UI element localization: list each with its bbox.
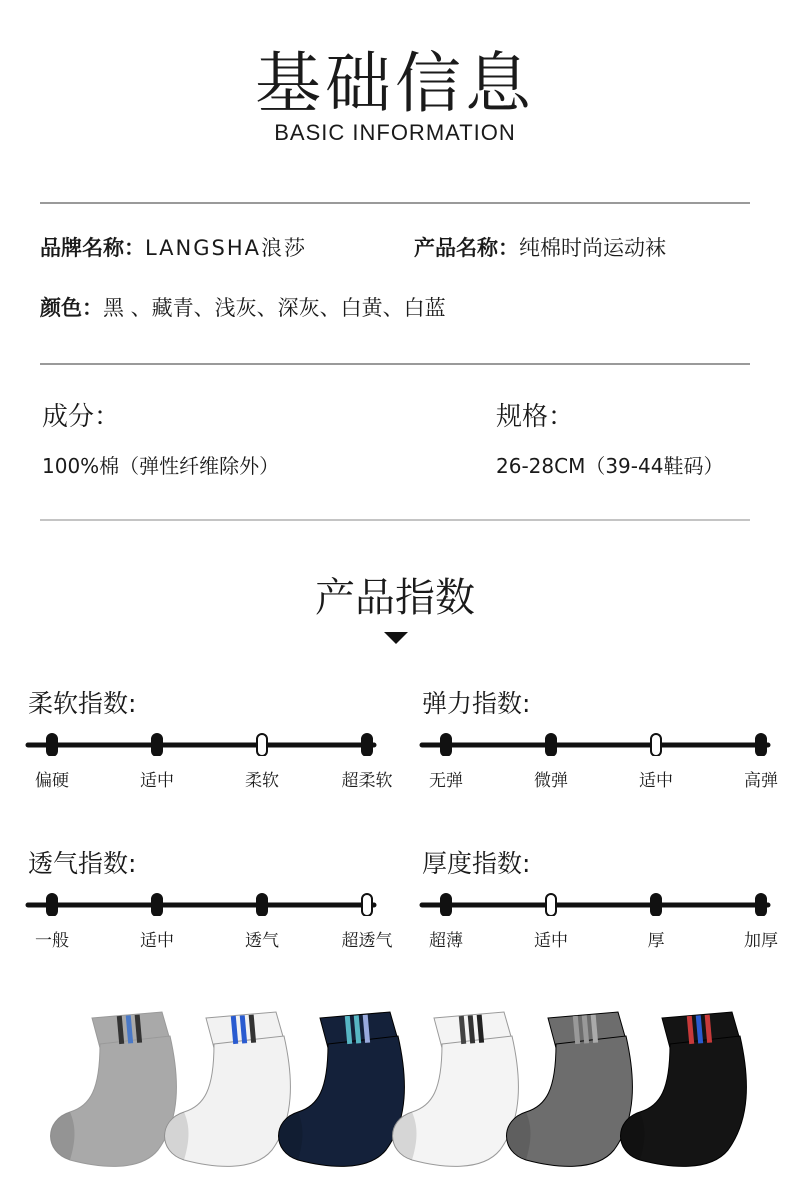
- scale-marker: [47, 894, 57, 916]
- color-value: 黑 、藏青、浅灰、深灰、白黄、白蓝: [103, 296, 446, 320]
- scale-marker-selected: [257, 734, 267, 756]
- scale-track-svg: [418, 730, 778, 756]
- divider-bottom: [40, 519, 750, 521]
- sock-5: [507, 1012, 633, 1166]
- scale-label: 微弹: [534, 771, 568, 791]
- scale-elasticity: [418, 730, 778, 790]
- scale-label: 适中: [140, 931, 174, 951]
- scale-label: 适中: [639, 771, 673, 791]
- scale-marker-selected: [651, 734, 661, 756]
- scale-marker: [441, 894, 451, 916]
- sock-3: [279, 1012, 405, 1166]
- scale-track-svg: [24, 730, 384, 756]
- brand-value: LANGSHA浪莎: [145, 236, 308, 260]
- scale-marker: [152, 734, 162, 756]
- sock-1: [51, 1012, 177, 1166]
- scale-label: 透气: [245, 931, 279, 951]
- scale-label: 厚: [647, 931, 665, 951]
- scale-marker: [651, 894, 661, 916]
- page-title: 基础信息: [255, 45, 535, 122]
- scale-label: 偏硬: [35, 771, 69, 791]
- scale-title-breathability: 透气指数:: [28, 849, 137, 878]
- divider-middle: [40, 363, 750, 365]
- size-value: 26-28CM（39-44鞋码）: [496, 454, 724, 478]
- product-label: 产品名称：: [414, 236, 519, 260]
- scale-label: 柔软: [245, 771, 279, 791]
- scale-label: 一般: [35, 931, 69, 951]
- scale-label: 无弹: [429, 771, 463, 791]
- scale-label: 适中: [534, 931, 568, 951]
- scale-label: 超透气: [341, 931, 393, 951]
- product-value: 纯棉时尚运动袜: [519, 236, 666, 260]
- scale-label: 超薄: [429, 931, 463, 951]
- sock-6: [621, 1012, 747, 1166]
- sock-2: [165, 1012, 291, 1166]
- sock-4: [393, 1012, 519, 1166]
- socks-svg: [40, 1000, 760, 1180]
- scale-marker: [152, 894, 162, 916]
- scale-marker: [441, 734, 451, 756]
- brand-row: [40, 232, 307, 262]
- scale-label: 适中: [140, 771, 174, 791]
- color-row: [40, 292, 446, 322]
- scale-marker: [362, 734, 372, 756]
- scale-title-elasticity: 弹力指数:: [422, 689, 531, 718]
- scale-softness: [24, 730, 393, 791]
- scale-label: 超柔软: [341, 771, 393, 791]
- scale-marker: [546, 734, 556, 756]
- composition-label: 成分：: [42, 402, 121, 432]
- scale-marker: [756, 894, 766, 916]
- scale-thickness: [418, 890, 778, 950]
- scale-breathability: [24, 890, 393, 951]
- scale-marker-selected: [546, 894, 556, 916]
- scale-title-thickness: 厚度指数:: [422, 849, 531, 878]
- scale-label: 高弹: [744, 771, 778, 791]
- scale-track-svg: [418, 890, 778, 916]
- scale-marker: [756, 734, 766, 756]
- scale-marker: [47, 734, 57, 756]
- scale-track-svg: [24, 890, 384, 916]
- indices-title: 产品指数: [315, 575, 475, 621]
- arrow-down-icon: [384, 632, 408, 644]
- page-subtitle: BASIC INFORMATION: [274, 120, 516, 145]
- scale-marker: [257, 894, 267, 916]
- product-row: [414, 232, 666, 262]
- scale-marker-selected: [362, 894, 372, 916]
- scale-label: 加厚: [744, 931, 778, 951]
- divider-top: [40, 202, 750, 204]
- socks-illustration: [40, 1000, 760, 1180]
- color-label: 颜色：: [40, 296, 103, 320]
- size-label: 规格：: [496, 402, 575, 432]
- composition-value: 100%棉（弹性纤维除外）: [42, 454, 280, 478]
- scale-title-softness: 柔软指数:: [28, 689, 137, 718]
- brand-label: 品牌名称：: [40, 236, 145, 260]
